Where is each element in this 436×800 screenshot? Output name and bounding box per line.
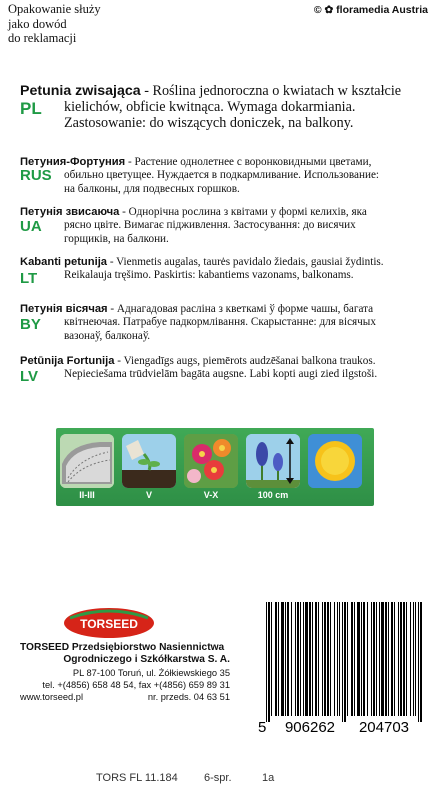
barcode-bar [415,602,416,716]
product-code: TORS FL 11.184 [96,772,178,784]
plant-name: Petūnija Fortunija [20,355,115,367]
barcode-bar [342,602,343,722]
barcode-bar [295,602,296,716]
plant-height-icon [246,434,300,488]
barcode-bar [357,602,360,716]
barcode-bar [309,602,311,716]
complaint-note-line: Opakowanie służy [8,2,101,16]
description-line: - Roślina jednoroczna o kwiatach w kształcie [144,83,402,99]
barcode-bar [351,602,353,716]
barcode-bar [327,602,329,716]
barcode-bar [322,602,323,716]
description-line: - Vienmetis augalas, taurės pavidalo žiedais, gausiai žydintis. [109,256,384,268]
barcode-bar [344,602,346,722]
plant-name: Петунія вісячая [20,303,108,315]
barcode-left-group: 906262 [284,719,336,736]
barcode-bar [406,602,407,716]
barcode-bar [275,602,277,716]
barcode-bar [391,602,393,716]
barcode-bar [418,602,419,722]
description-pl [20,83,426,132]
barcode-bar [354,602,355,716]
complaint-note-line: jako dowód [8,16,67,31]
barcode-bar [268,602,270,722]
barcode-bar [381,602,384,716]
barcode-bar [312,602,313,716]
company-info [20,642,230,703]
barcode-bar [403,602,405,716]
plant-height-label: 100 cm [257,490,289,500]
sun-icon [308,434,362,488]
barcode-bar [305,602,308,716]
description-rus [20,156,426,196]
torseed-logo [62,606,156,640]
description-line: Zastosowanie: do wiszących doniczek, na balkony. [64,115,354,132]
barcode-bar [315,602,317,716]
barcode-right-group: 204703 [358,719,410,736]
description-line: вазонаў, балконаў. [64,329,151,342]
barcode-bar [400,602,402,716]
barcode-bar [281,602,284,716]
description-line: квітнеючая. Патрабуе падкормлівання. Скарыстанне: для вісячых [64,316,376,329]
description-line: рясно цвіте. Вимагає підживлення. Застосування: до висячих [64,219,356,232]
language-code: LV [20,368,39,385]
company-name-line: TORSEED Przedsiębiorstwo Nasiennictwa [20,642,225,653]
barcode-bar [410,602,411,716]
barcode-bar [297,602,299,716]
barcode-bar [278,602,279,716]
description-line: - Аднагадовая расліна з кветкамі ў форме чашы, багата [110,303,374,315]
description-lt [20,256,426,287]
language-code: RUS [20,167,52,184]
planting-icon [122,434,176,488]
barcode-bar [271,602,272,716]
spr-label: 6-spr. [204,772,232,784]
description-line: Reikalauja tręšimo. Paskirtis: kabantiems vazonams, balkonams. [64,269,354,282]
barcode-bar [379,602,380,716]
barcode-bar [330,602,331,716]
description-line: - Viengadīgs augs, piemērots audzēšanai balkona traukos. [117,355,376,367]
barcode-bar [371,602,372,716]
description-line: - Растение однолетнее с воронковидными цветами, [128,156,372,168]
language-code: BY [20,316,41,333]
company-address: PL 87-100 Toruń, ul. Żółkiewskiego 35 [72,667,230,678]
barcode-bar [376,602,377,716]
description-line: горщиків, на балкони. [64,232,169,245]
barcode-bar [334,602,335,716]
description-line: kielichów, obficie kwitnąca. Wymaga dokarmiania. [64,99,356,116]
barcode-bar [303,602,304,716]
description-by [20,303,426,343]
ean-barcode [256,602,428,736]
barcode-bar [339,602,340,716]
company-registration: nr. przeds. 04 63 51 [147,692,230,703]
planting-month-label: V [145,490,152,500]
barcode-bar [266,602,267,722]
plant-name: Kabanti petunija [20,256,108,268]
description-lv [20,355,426,385]
plant-name: Petunia zwisająca [20,83,141,99]
barcode-bar [373,602,375,716]
barcode-bar [420,602,422,722]
barcode-bar [337,602,338,716]
barcode-bar [291,602,292,716]
description-ua [20,206,426,246]
barcode-bar [394,602,395,716]
seed-tray-icon [60,434,114,488]
barcode-bar [398,602,399,716]
language-code: UA [20,218,42,235]
description-line: - Однорічна рослина з квітами у формі келихів, яка [122,206,367,218]
language-code: LT [20,270,38,287]
barcode-bar [413,602,414,716]
complaint-note [8,2,101,46]
company-name-line: Ogrodniczego i Szkółkarstwa S. A. [63,654,230,666]
barcode-bar [300,602,301,716]
plant-name: Петунія звисаюча [20,206,120,218]
complaint-note-line: do reklamacji [8,31,77,45]
sowing-period-label: II-III [79,490,95,500]
barcode-bar [367,602,368,716]
company-website: www.torseed.pl [20,692,84,703]
copyright-text: © ✿ floramedia Austria [313,4,428,16]
barcode-bar [285,602,286,716]
language-code: PL [20,99,42,118]
plant-name: Петуния-Фортуния [20,156,126,168]
barcode-bar [318,602,319,716]
flowers-icon [184,434,238,488]
description-line: обильно цветущее. Нуждается в подкармливание. Использование: [64,169,380,182]
barcode-bar [324,602,326,716]
barcode-bar [385,602,387,716]
flowering-period-label: V-X [203,490,219,500]
barcode-bar [347,602,348,716]
company-phone: tel. +(4856) 658 48 54, fax +(4856) 659 89 31 [42,679,230,690]
barcode-first-digit: 5 [258,719,267,736]
version-label: 1a [262,772,275,784]
barcode-bar [363,602,365,716]
description-line: на балконы, для подвесных горшков. [64,182,240,195]
logo-text: TORSEED [80,617,138,631]
barcode-bar [287,602,289,716]
barcode-bar [361,602,362,716]
barcode-bar [388,602,389,716]
description-line: Nepieciešama trūdvielām bagāta augsne. Labi kopti augi zied ilgstoši. [64,368,378,381]
growing-info-strip [56,428,374,506]
